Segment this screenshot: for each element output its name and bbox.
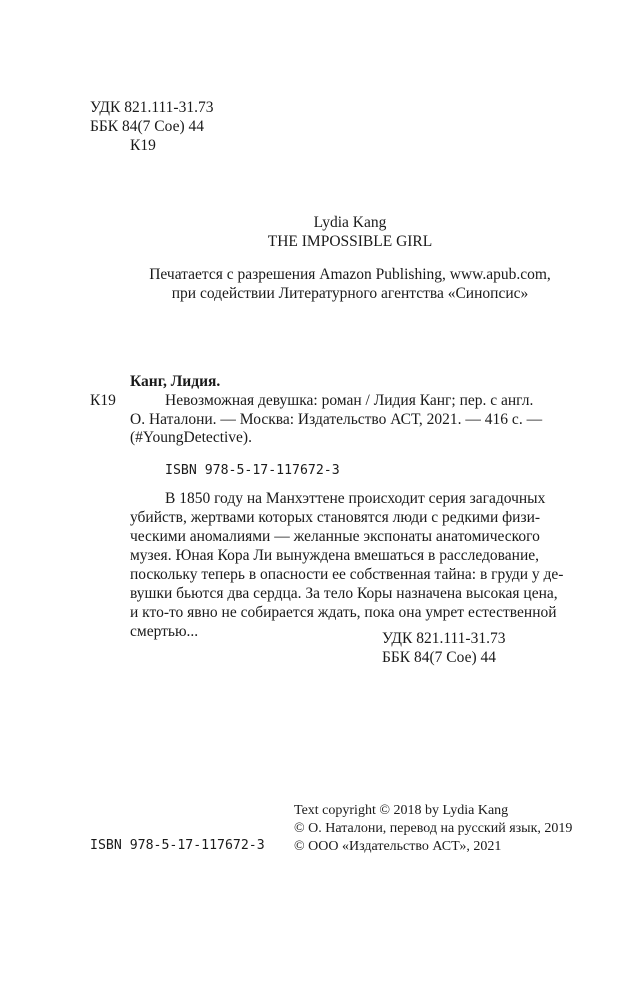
- original-title: THE IMPOSSIBLE GIRL: [267, 233, 433, 250]
- catalog-description-cont: [130, 411, 551, 447]
- annotation-line: В 1850 году на Манхэттене происходит серия загадочных: [165, 490, 546, 507]
- udk-code-bottom: УДК 821.111-31.73: [382, 630, 506, 647]
- permission-line-1: Печатается с разрешения Amazon Publishing, www.apub.com,: [149, 266, 551, 283]
- original-author: Lydia Kang: [313, 214, 387, 231]
- catalog-author-mark: К19: [90, 392, 116, 409]
- annotation-line: и кто-то явно не собирается ждать, пока она умрет естественной: [130, 604, 557, 621]
- catalog-line: О. Наталони. — Москва: Издательство АСТ, 2021. — 416 с. —: [130, 411, 543, 428]
- catalog-line: (#YoungDetective).: [130, 429, 252, 446]
- permission-line-2: при содействии Литературного агентства «Синопсис»: [171, 285, 529, 302]
- annotation-line: поскольку теперь в опасности ее собственная тайна: в груди у де-: [130, 566, 564, 583]
- copyright-line: © О. Наталони, перевод на русский язык, 2019: [294, 821, 573, 836]
- annotation-line: ческими аномалиями — желанные экспонаты анатомического: [130, 528, 540, 545]
- footer-isbn: ISBN 978-5-17-117672-3: [90, 838, 265, 853]
- catalog-line: Невозможная девушка: роман / Лидия Канг; пер. с англ.: [165, 392, 534, 409]
- copyright-line: © ООО «Издательство АСТ», 2021: [294, 839, 502, 854]
- catalog-isbn: ISBN 978-5-17-117672-3: [165, 463, 340, 478]
- annotation-line: убийств, жертвами которых становятся люди с редкими физи-: [130, 509, 541, 526]
- annotation-line: музея. Юная Кора Ли вынуждена вмешаться в расследование,: [130, 547, 540, 564]
- bbk-code-top: ББК 84(7 Сое) 44: [90, 118, 204, 135]
- catalog-author-heading: Канг, Лидия.: [130, 373, 221, 390]
- annotation-line: вушки бьются два сердца. За тело Коры назначена высокая цена,: [130, 585, 558, 602]
- annotation-line: смертью...: [130, 623, 199, 640]
- copyright-line: Text copyright © 2018 by Lydia Kang: [294, 803, 509, 818]
- udk-code-top: УДК 821.111-31.73: [90, 99, 214, 116]
- bbk-code-bottom: ББК 84(7 Сое) 44: [382, 649, 496, 666]
- catalog-description: [165, 392, 551, 410]
- author-mark-top: К19: [130, 137, 156, 154]
